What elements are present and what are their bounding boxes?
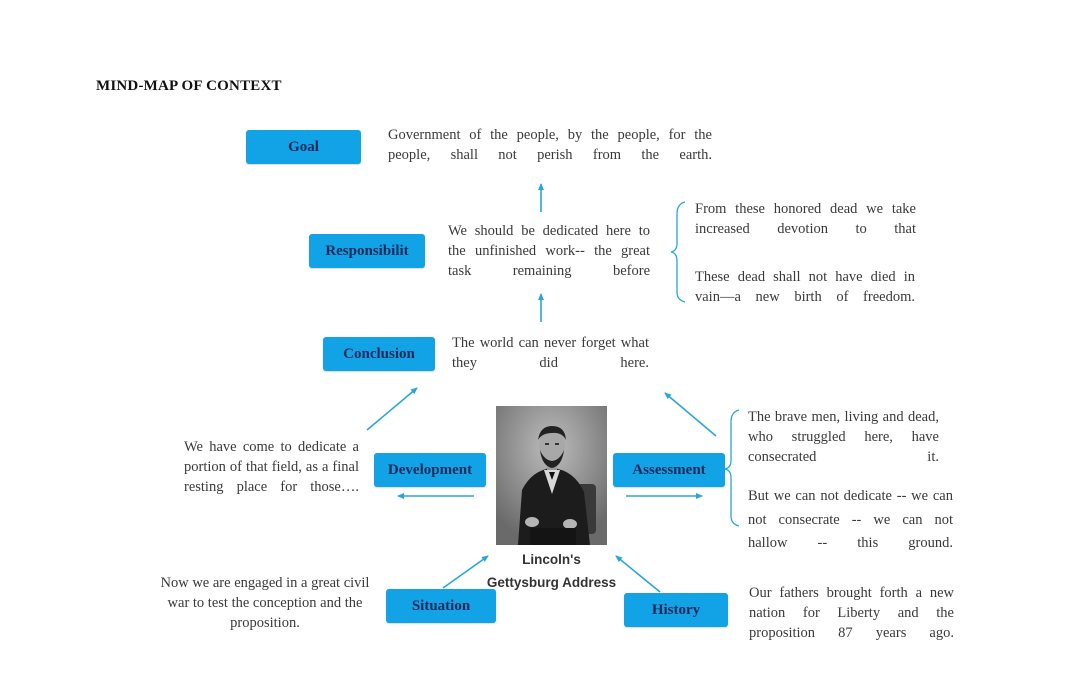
history-text: Our fathers brought forth a new nation for Liberty and the proposition 87 years ago. xyxy=(749,585,954,641)
arrow-development-to-conclusion xyxy=(367,388,417,430)
assessment-text-1: The brave men, living and dead, who struggled here, have consecrated it. xyxy=(748,409,939,465)
development-text: We have come to dedicate a portion of that field, as a final resting place for those…. xyxy=(184,439,359,495)
lincoln-portrait-icon xyxy=(496,406,607,545)
brace-assessment xyxy=(725,410,739,526)
center-caption-line2: Gettysburg Address xyxy=(486,575,617,590)
assessment-text-2: But we can not dedicate -- we can not consecrate -- we can not hallow -- this ground. xyxy=(748,488,953,551)
responsibility-node-label: Responsibilit xyxy=(325,242,409,259)
development-node-label: Development xyxy=(387,461,473,478)
conclusion-node-label: Conclusion xyxy=(343,345,415,362)
center-caption-line1: Lincoln's xyxy=(522,552,581,567)
conclusion-text: The world can never forget what they did here. xyxy=(452,335,649,371)
responsibility-detail-1: From these honored dead we take increased devotion to that xyxy=(695,201,916,237)
goal-node-label: Goal xyxy=(288,138,319,155)
goal-text: Government of the people, by the people, for the people, shall not perish from the earth. xyxy=(388,127,712,163)
responsibility-detail-2: These dead shall not have died in vain—a new birth of freedom. xyxy=(695,269,915,305)
situation-text: Now we are engaged in a great civil war to test the conception and the proposition. xyxy=(160,575,370,631)
situation-node-label: Situation xyxy=(411,597,471,614)
arrow-assessment-to-conclusion xyxy=(665,393,716,436)
brace-responsibility xyxy=(671,202,685,302)
page-title: MIND-MAP OF CONTEXT xyxy=(96,78,282,94)
history-node-label: History xyxy=(651,601,701,618)
responsibility-text: We should be dedicated here to the unfinished work-- the great task remaining before xyxy=(448,223,650,279)
assessment-node-label: Assessment xyxy=(632,461,706,478)
